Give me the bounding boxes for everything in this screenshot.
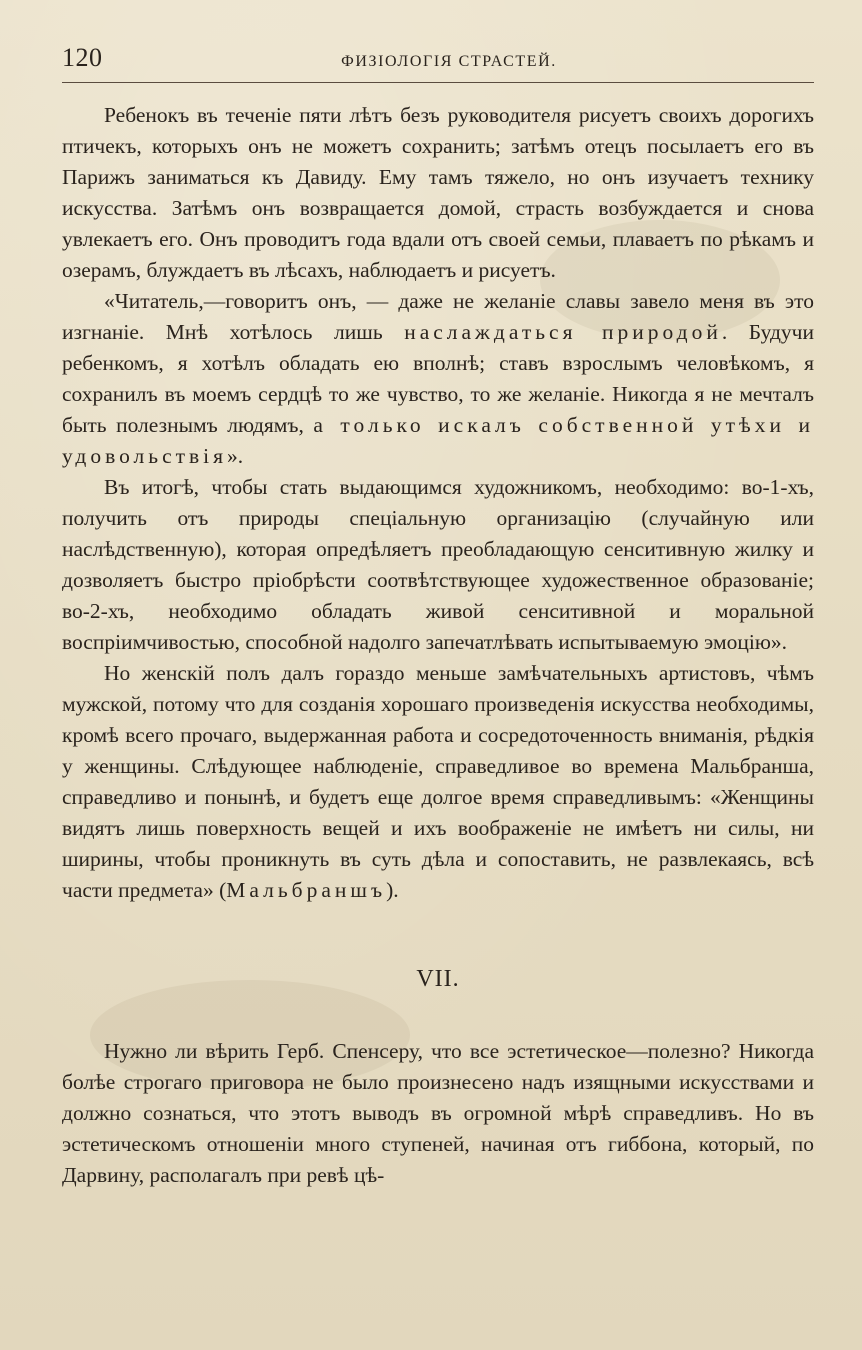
paragraph-text: Нужно ли вѣрить Герб. Спенсеру, что все эстетическое—полезно? Никогда болѣе строгаго приговора не было произнесено надъ изящными искусствами и должно сознаться, что этотъ выводъ въ огромной мѣрѣ справедливъ. Но въ эстетическомъ отношеніи много ступеней, начиная отъ гиббона, который, по Дарвину, располагалъ при ревѣ цѣ- [62,1039,814,1187]
paragraph [62,1036,814,1191]
page-number: 120 [62,43,103,72]
paragraph [62,658,814,906]
section-spacer [62,906,814,964]
paragraph-text: Ребенокъ въ теченіе пяти лѣтъ безъ руководителя рисуетъ своихъ дорогихъ птичекъ, которыхъ онъ не можетъ сохранить; затѣмъ отецъ посылаетъ его въ Парижъ заниматься къ Давиду. Ему тамъ тяжело, но онъ изучаетъ технику искусства. Затѣмъ онъ возвращается домой, страсть возбуждается и снова увлекаетъ его. Онъ проводитъ года вдали отъ своей семьи, плаваетъ по рѣкамъ и озерамъ, блуждаетъ въ лѣсахъ, наблюдаетъ и рисуетъ. [62,103,814,282]
emphasized-text: наслаждаться природой [404,320,722,344]
paragraph-text: Но женскій полъ далъ гораздо меньше замѣчательныхъ артистовъ, чѣмъ мужской, потому что для созданія хорошаго произведенія искусства необходимы, кромѣ всего прочаго, выдержанная работа и сосредоточенность вниманія, рѣдкія у женщины. Слѣдующее наблюденіе, справедливое во времена Мальбранша, справедливо и понынѣ, и будетъ еще долгое время справедливымъ: «Женщины видятъ лишь поверхность вещей и ихъ воображеніе не имѣетъ ни силы, ни ширины, чтобы проникнуть въ суть дѣла и сопоставить, не развлекаясь, всѣ части предмета» ( [62,661,814,902]
paragraph-text: Въ итогѣ, чтобы стать выдающимся художникомъ, необходимо: во-1-хъ, получить отъ природы спеціальную организацію (случайную или наслѣдственную), которая опредѣляетъ преобладающую сенситивную жилку и дозволяетъ быстро пріобрѣсти соотвѣтствующее художественное образованіе; во-2-хъ, необходимо обладать живой сенситивной и моральной воспріимчивостью, способной надолго запечатлѣвать испытываемую эмоцію». [62,475,814,654]
section-heading: VII. [416,966,460,992]
page-header [62,40,814,83]
emphasized-text: Мальбраншъ [226,878,387,902]
page-body [62,100,814,1191]
paragraph [62,472,814,658]
paragraph [62,286,814,472]
paragraph-text: «Читатель,—говоритъ онъ, — даже не желаніе славы завело меня въ это изгнаніе. Мнѣ хотѣлось лишь [62,289,814,344]
section-spacer [62,994,814,1036]
paragraph-text: ). [386,878,399,902]
paragraph-text: ». [227,444,244,468]
emphasized-text: а только искалъ собственной утѣхи и удовольствія [62,413,814,468]
running-head: ФИЗІОЛОГІЯ СТРАСТЕЙ. [341,53,557,70]
paragraph-text: . Будучи ребенкомъ, я хотѣлъ обладать ею вполнѣ; ставъ взрослымъ человѣкомъ, я сохранилъ въ моемъ сердцѣ то же чувство, то же желаніе. Никогда я не мечталъ быть полезнымъ людямъ, [62,320,814,437]
paragraph [62,100,814,286]
